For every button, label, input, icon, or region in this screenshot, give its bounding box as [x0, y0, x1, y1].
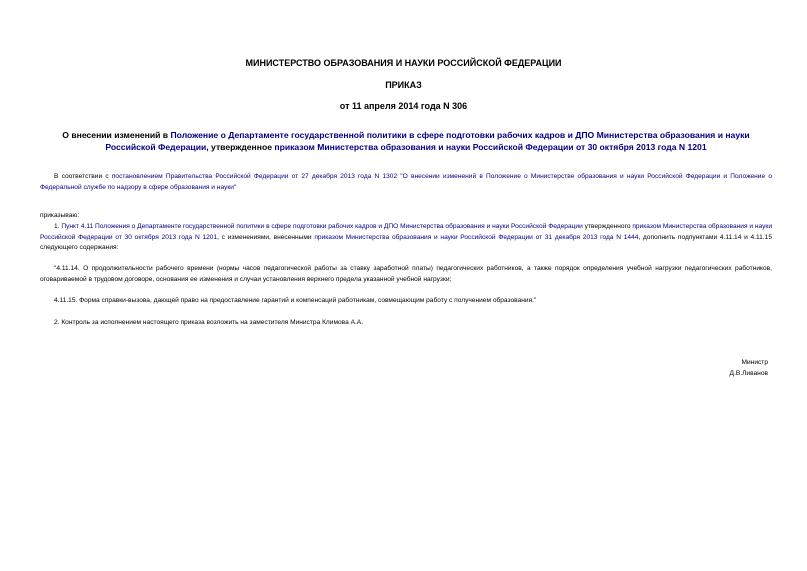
item-1-text-1: 1. [54, 223, 62, 230]
order-word: приказываю: [40, 212, 80, 219]
title-text-1: О внесении изменений в [62, 130, 171, 140]
signature-name: Д.В.Ливанов [729, 370, 768, 377]
item-1-link-clause-4-11[interactable]: Пункт 4.11 Положения о Департаменте государственной политики в сфере подготовки рабочих кадров и ДПО Министерства образования и науки Российской Федерации [61, 223, 583, 230]
title-text-2: , утвержденное [206, 142, 275, 152]
document-title [40, 129, 772, 153]
item-1-text-3: , с изменениями, внесенными [217, 233, 315, 241]
quote-4-11-15: 4.11.15. Форма справки-вызова, дающей право на предоставление гарантий и компенсаций работникам, совмещающим работу с получением образования." [54, 297, 537, 304]
preamble-link-resolution-1302[interactable]: постановлением Правительства Российской Федерации от 27 декабря 2013 года N 1302 "О внесении изменений в Положение о Министерстве образования и науки Российской Федерации и Положение о Федеральной службе по надзору в сфере образования и науки" [40, 173, 772, 191]
preamble-paragraph [40, 172, 772, 193]
signature-position: Министр [741, 359, 768, 366]
doc-type-heading: ПРИКАЗ [385, 80, 422, 90]
item-1-paragraph [40, 222, 772, 254]
item-1-link-order-1201[interactable]: приказом Министерства образования и науки Российской Федерации от 30 октября 2013 года N 1201 [40, 223, 773, 241]
title-link-regulation[interactable]: Положение о Департаменте государственной политики в сфере подготовки рабочих кадров и ДПО Министерства образования и науки Российской Федерации [105, 130, 750, 152]
item-1-text-4: , дополнить подпунктами 4.11.14 и 4.11.15 следующего содержания: [40, 233, 773, 251]
item-1-link-order-1444[interactable]: приказом Министерства образования и науки Российской Федерации от 31 декабря 2013 года N 1444 [314, 233, 639, 241]
quote-4-11-14: "4.11.14. О продолжительности рабочего времени (нормы часов педагогической работы за ставку заработной платы) педагогических работников, а также порядок определения учебной нагрузки педагогических работников, оговариваемой в трудовом договоре, основания ее изменения и случаи установления верхнего предела указанной учебной нагрузки; [40, 265, 772, 283]
item-1-text-2: утвержденного [582, 223, 633, 230]
title-link-order-1201[interactable]: приказом Министерства образования и науки Российской Федерации от 30 октября 2013 года N 1201 [274, 142, 707, 152]
preamble-text: В соответствии с [54, 173, 112, 180]
date-number-heading: от 11 апреля 2014 года N 306 [339, 101, 468, 111]
item-2-paragraph: 2. Контроль за исполнением настоящего приказа возложить на заместителя Министра Климова А.А. [54, 319, 364, 326]
ministry-heading: МИНИСТЕРСТВО ОБРАЗОВАНИЯ И НАУКИ РОССИЙСКОЙ ФЕДЕРАЦИИ [245, 58, 562, 68]
